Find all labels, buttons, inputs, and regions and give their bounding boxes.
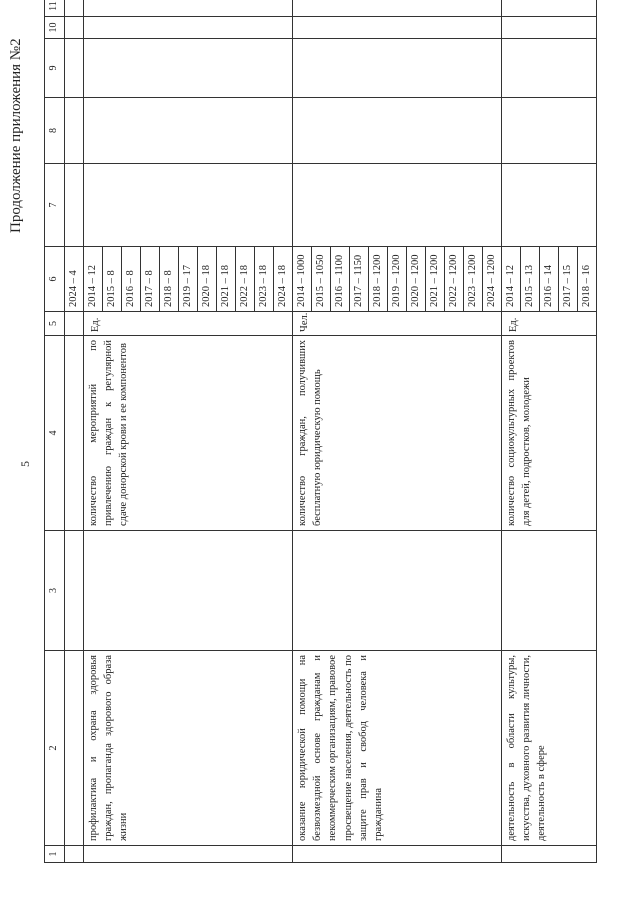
yearly-value: 2020 – 18 [198,247,217,311]
yearly-value: 2015 – 1050 [312,247,331,311]
table-row [65,0,84,863]
cell-number [84,846,293,863]
cell-col3 [84,531,293,651]
col-header: 10 [45,17,65,39]
yearly-value: 2022 – 1200 [445,247,464,311]
cell-col11 [293,0,502,17]
yearly-value: 2015 – 8 [103,247,122,311]
table-row [84,0,293,863]
cell-col9 [293,39,502,98]
cell-yearly-values [502,247,597,312]
col-header: 9 [45,39,65,98]
cell-col9 [65,39,84,98]
yearly-value-row [578,247,597,311]
yearly-value: 2014 – 1000 [293,247,312,311]
yearly-value-row [141,247,160,311]
yearly-value: 2024 – 1200 [486,254,498,307]
cell-indicator [65,336,84,531]
table-row [502,0,597,863]
appendix-table [44,0,597,863]
yearly-value: 2017 – 15 [559,247,578,311]
cell-unit: Чел. [293,312,502,336]
yearly-value: 2017 – 8 [141,247,160,311]
col-header: 11 [45,0,65,17]
yearly-value: 2024 – 18 [277,265,289,307]
page-heading: Продолжение приложения №2 [8,38,24,233]
cell-col10 [502,17,597,39]
cell-col7 [293,164,502,247]
yearly-value-row [198,247,217,311]
yearly-values-list [293,247,501,311]
yearly-value-row [236,247,255,311]
cell-indicator: количество граждан, получивших бесплатную юридическую помощь [293,336,502,531]
yearly-value: 2018 – 16 [581,265,593,307]
cell-number [65,846,84,863]
yearly-value-row [84,247,103,311]
cell-unit: Ед. [84,312,293,336]
yearly-value: 2014 – 12 [502,247,521,311]
yearly-value: 2018 – 8 [160,247,179,311]
page-number: 5 [18,461,32,467]
yearly-value-row [407,247,426,311]
col-header: 8 [45,98,65,164]
yearly-value-row [255,247,274,311]
yearly-value-row [388,247,407,311]
yearly-value-row [464,247,483,311]
cell-unit [65,312,84,336]
yearly-value: 2021 – 1200 [426,247,445,311]
yearly-value: 2018 – 1200 [369,247,388,311]
yearly-value-row [331,247,350,311]
cell-yearly-values [293,247,502,312]
yearly-value: 2019 – 1200 [388,247,407,311]
cell-col8 [84,98,293,164]
yearly-value: 2016 – 8 [122,247,141,311]
col-header: 5 [45,312,65,336]
yearly-values-list [502,247,596,311]
col-header: 6 [45,247,65,312]
yearly-value-row [483,247,502,311]
cell-col3 [293,531,502,651]
cell-indicator: количество социокультурных проектов для детей, подростков, молодежи [502,336,597,531]
cell-yearly-values [65,247,84,312]
cell-yearly-values [84,247,293,312]
yearly-value: 2023 – 18 [255,247,274,311]
cell-col3 [65,531,84,651]
yearly-value: 2020 – 1200 [407,247,426,311]
col-header: 1 [45,846,65,863]
yearly-value: 2015 – 13 [521,247,540,311]
cell-col11 [65,0,84,17]
yearly-value-row [217,247,236,311]
yearly-value: 2019 – 17 [179,247,198,311]
yearly-value: 2024 – 4 [68,270,80,307]
cell-col10 [65,17,84,39]
yearly-value-row [369,247,388,311]
table-body [65,0,597,863]
cell-col10 [293,17,502,39]
col-header: 2 [45,651,65,846]
cell-number [293,846,502,863]
yearly-value-row [559,247,578,311]
col-header: 4 [45,336,65,531]
column-numbers-row [45,0,65,863]
cell-unit: Ед. [502,312,597,336]
cell-col8 [502,98,597,164]
table-row [293,0,502,863]
cell-col8 [293,98,502,164]
yearly-value: 2014 – 12 [84,247,103,311]
cell-col10 [84,17,293,39]
yearly-value: 2021 – 18 [217,247,236,311]
cell-col3 [502,531,597,651]
yearly-value-row [293,247,312,311]
yearly-value: 2016 – 1100 [331,247,350,311]
cell-indicator: количество мероприятий по привлечению граждан к регулярной сдаче донорской крови и ее компонентов [84,336,293,531]
yearly-value-row [65,247,83,311]
yearly-values-list [65,247,83,311]
yearly-value-row [122,247,141,311]
cell-col9 [502,39,597,98]
cell-col7 [502,164,597,247]
cell-activity: деятельность в области культуры, искусства, духовного развития личности, деятельность в сфере [502,651,597,846]
yearly-values-list [84,247,292,311]
yearly-value-row [312,247,331,311]
col-header: 3 [45,531,65,651]
yearly-value-row [521,247,540,311]
yearly-value: 2017 – 1150 [350,247,369,311]
yearly-value-row [502,247,521,311]
cell-activity: оказание юридической помощи на безвозмездной основе гражданам и некоммерческим организациям, правовое просвещение населения, деятельность по защите прав и свобод человека и гражданина [293,651,502,846]
yearly-value-row [274,247,293,311]
yearly-value-row [445,247,464,311]
yearly-value: 2022 – 18 [236,247,255,311]
cell-col11 [502,0,597,17]
cell-col9 [84,39,293,98]
yearly-value-row [179,247,198,311]
cell-col7 [65,164,84,247]
yearly-value-row [540,247,559,311]
cell-number [502,846,597,863]
yearly-value: 2023 – 1200 [464,247,483,311]
yearly-value-row [426,247,445,311]
cell-col11 [84,0,293,17]
cell-activity: профилактика и охрана здоровья граждан, пропаганда здорового образа жизни [84,651,293,846]
yearly-value-row [350,247,369,311]
col-header: 7 [45,164,65,247]
yearly-value: 2016 – 14 [540,247,559,311]
yearly-value-row [103,247,122,311]
cell-col7 [84,164,293,247]
cell-activity [65,651,84,846]
yearly-value-row [160,247,179,311]
cell-col8 [65,98,84,164]
